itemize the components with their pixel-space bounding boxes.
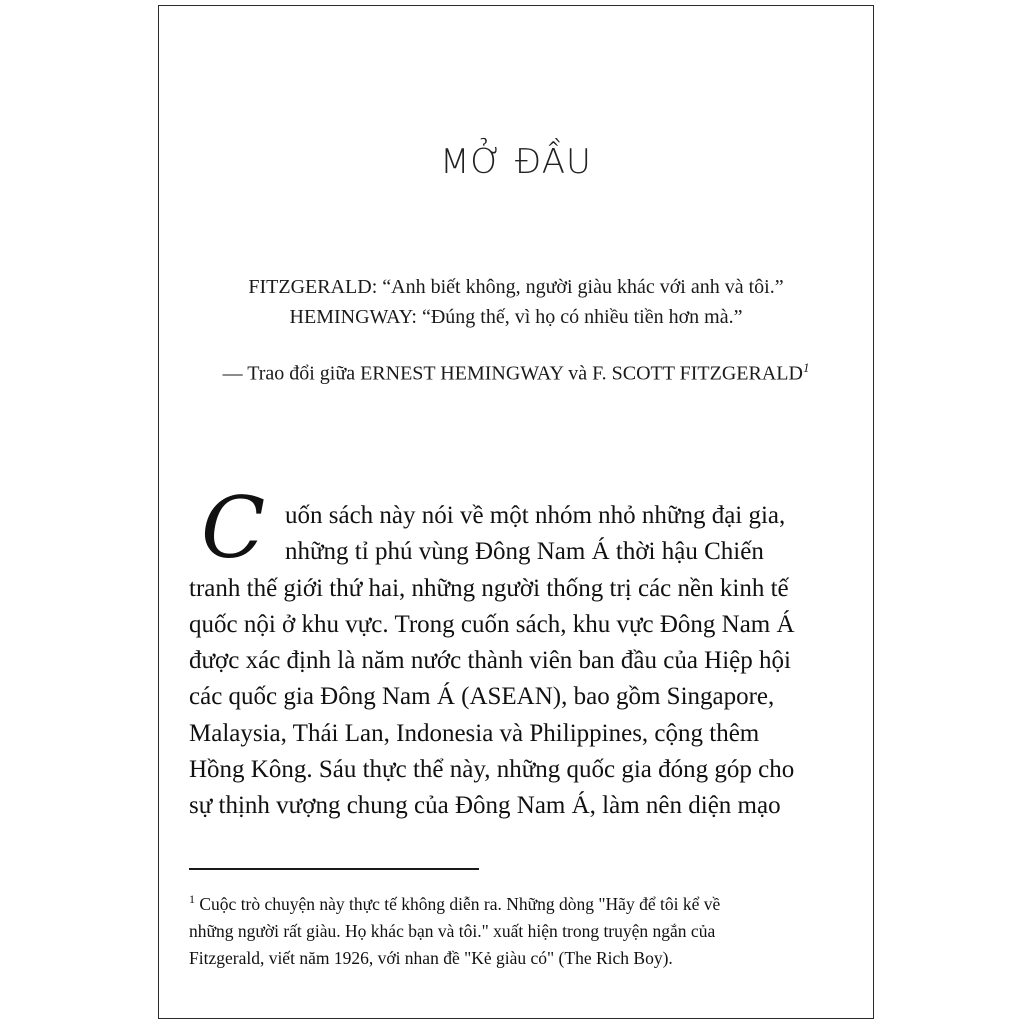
body-line: tranh thế giới thứ hai, những người thống trị các nền kinh tế [189, 574, 789, 602]
body-line: quốc nội ở khu vực. Trong cuốn sách, khu vực Đông Nam Á [189, 610, 795, 638]
book-page [158, 5, 874, 1019]
epigraph-attribution [159, 360, 873, 386]
body-line: các quốc gia Đông Nam Á (ASEAN), bao gồm Singapore, [189, 683, 775, 711]
footnote [189, 886, 839, 972]
body-line: sự thịnh vượng chung của Đông Nam Á, làm nên diện mạo [189, 792, 781, 820]
footnote-divider [189, 868, 479, 870]
drop-cap: C [201, 479, 266, 577]
epigraph-line-hemingway: HEMINGWAY: “Đúng thế, vì họ có nhiều tiền hơn mà.” [289, 306, 743, 328]
body-line: Hồng Kông. Sáu thực thể này, những quốc gia đóng góp cho [189, 756, 795, 784]
footnote-line [189, 886, 839, 918]
attribution-text: — Trao đổi giữa ERNEST HEMINGWAY và F. SCOTT FITZGERALD [222, 362, 803, 385]
footnote-reference: 1 [802, 360, 810, 375]
body-paragraph [189, 498, 829, 825]
footnote-line: Fitzgerald, viết năm 1926, với nhan đề "Kẻ giàu có" (The Rich Boy). [189, 947, 673, 968]
body-line: được xác định là năm nước thành viên ban đầu của Hiệp hội [189, 647, 791, 675]
body-line: uốn sách này nói về một nhóm nhỏ những đại gia, [285, 502, 786, 529]
epigraph-line-fitzgerald: FITZGERALD: “Anh biết không, người giàu khác với anh và tôi.” [248, 276, 784, 298]
chapter-title: MỞ ĐẦU [440, 142, 592, 182]
footnote-line: những người rất giàu. Họ khác bạn và tôi." xuất hiện trong truyện ngắn của [189, 920, 716, 941]
body-line: Malaysia, Thái Lan, Indonesia và Philippines, cộng thêm [189, 719, 760, 747]
footnote-text: Cuộc trò chuyện này thực tế không diễn ra. Những dòng "Hãy để tôi kể về [199, 893, 721, 914]
body-line: những tỉ phú vùng Đông Nam Á thời hậu Chiến [285, 538, 764, 566]
footnote-marker: 1 [189, 892, 195, 906]
